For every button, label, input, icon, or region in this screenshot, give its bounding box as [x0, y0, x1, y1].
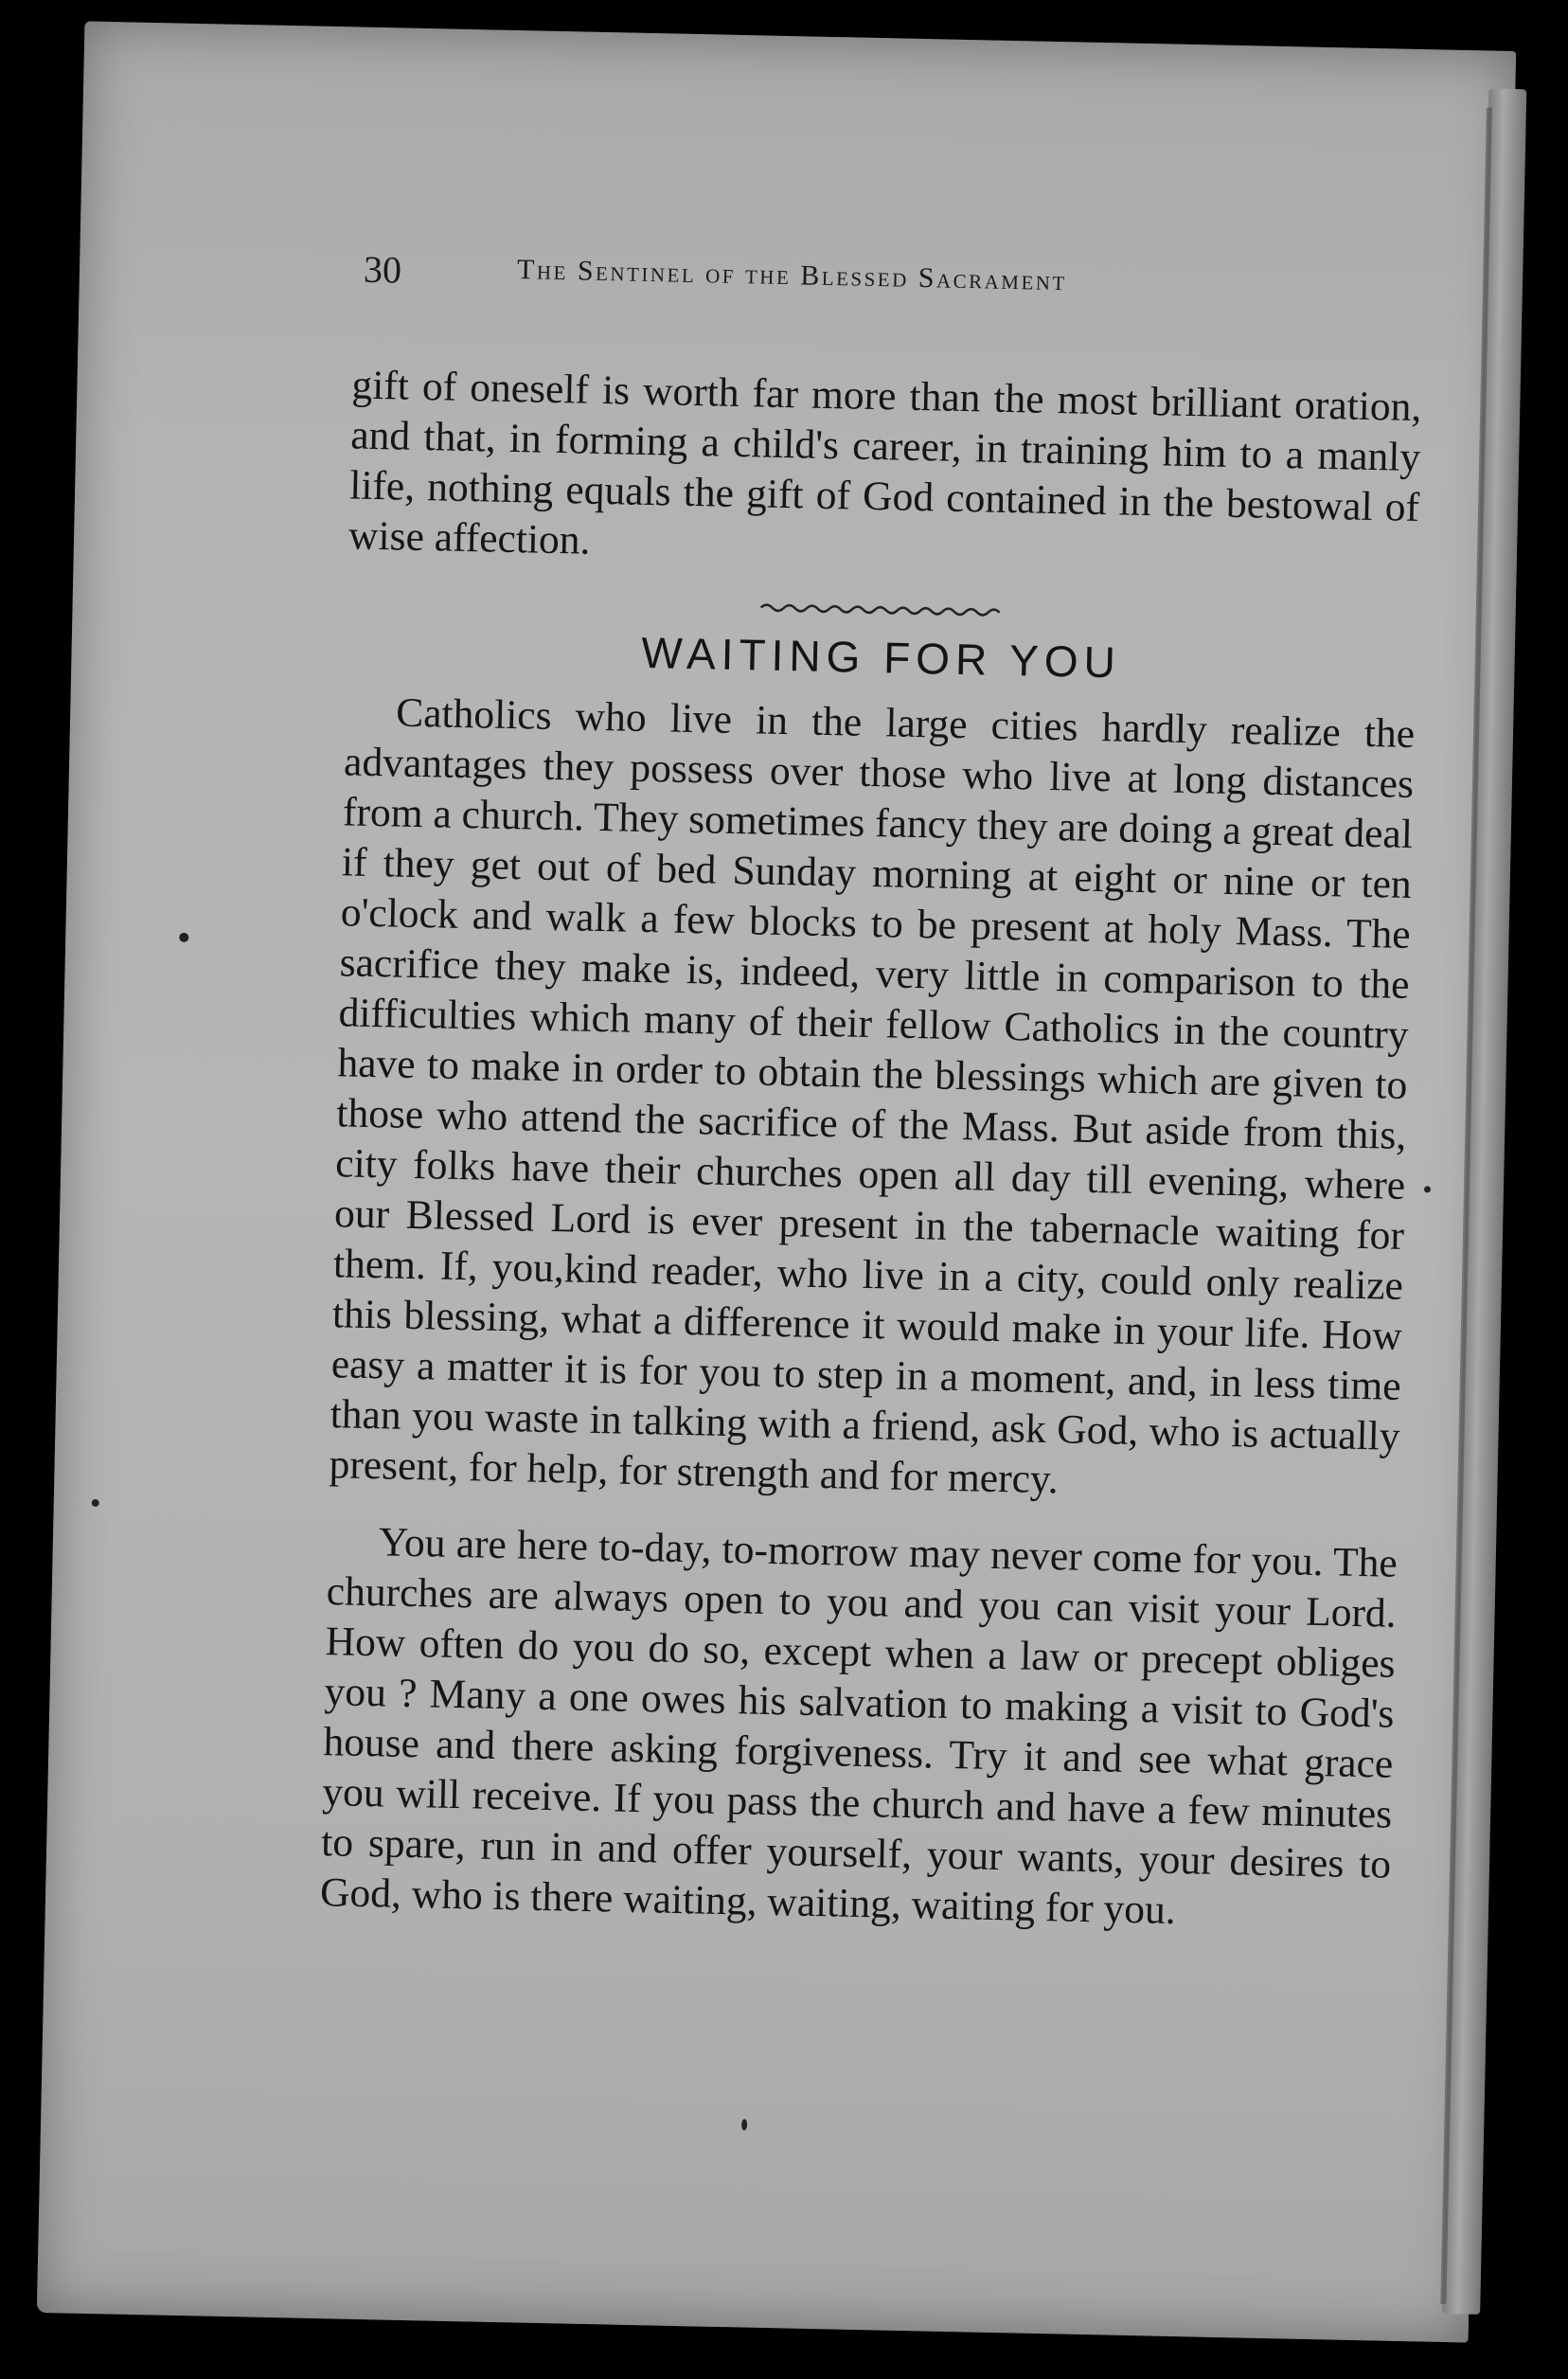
- body-paragraph-1: Catholics who live in the large cities hardly realize the advantages they possess over those who live at long distances from a church. They sometimes fancy they are doing a great deal if they get out of bed Sunday morning at eight or nine or ten o'clock and walk a few blocks to be present at holy Mass. The sacrifice they make is, indeed, very little in comparison to the difficulties which many of their fellow Catholics in the country have to make in order to obtain the blessings which are given to those who attend the sacrifice of the Mass. But aside from this, city folks have their churches open all day till evening, where our Blessed Lord is ever present in the tabernacle waiting for them. If, you,kind reader, who live in a city, could only realize this blessing, what a difference it would make in your life. How easy a matter it is for you to step in a moment, and, in less time than you waste in talking with a friend, ask God, who is actually present, for help, for strength and for mercy.: [329, 689, 1416, 1503]
- page-speck: [1424, 1186, 1431, 1192]
- wavy-rule-icon: [759, 599, 1006, 619]
- continued-paragraph: gift of oneself is worth far more than the most brilliant oration, and that, in forming a child's career, in training him to a manly life, nothing equals the gift of God contained in the bestowal of wise affection.: [347, 362, 1422, 563]
- page-speck: [179, 933, 188, 942]
- article-body: [320, 360, 1422, 1940]
- body-paragraph-2: You are here to-day, to-morrow may never come for you. The churches are always open to you and you can visit your Lord. How often do you do so, except when a law or precept obliges you ? Many a one owes his salvation to making a visit to God's house and there asking forgiveness. Try it and see what grace you will receive. If you pass the church and have a few minutes to spare, run in and offer yourself, your wants, your desires to God, who is there waiting, waiting, waiting for you.: [319, 1519, 1399, 1933]
- running-head: [364, 247, 1292, 309]
- running-title: The Sentinel of the Blessed Sacrament: [516, 254, 1068, 297]
- page-number: 30: [363, 247, 402, 292]
- page-speck: [741, 2119, 747, 2130]
- page-speck: [92, 1499, 99, 1507]
- book-page: [37, 21, 1516, 2342]
- section-title: WAITING FOR YOU: [640, 627, 1122, 688]
